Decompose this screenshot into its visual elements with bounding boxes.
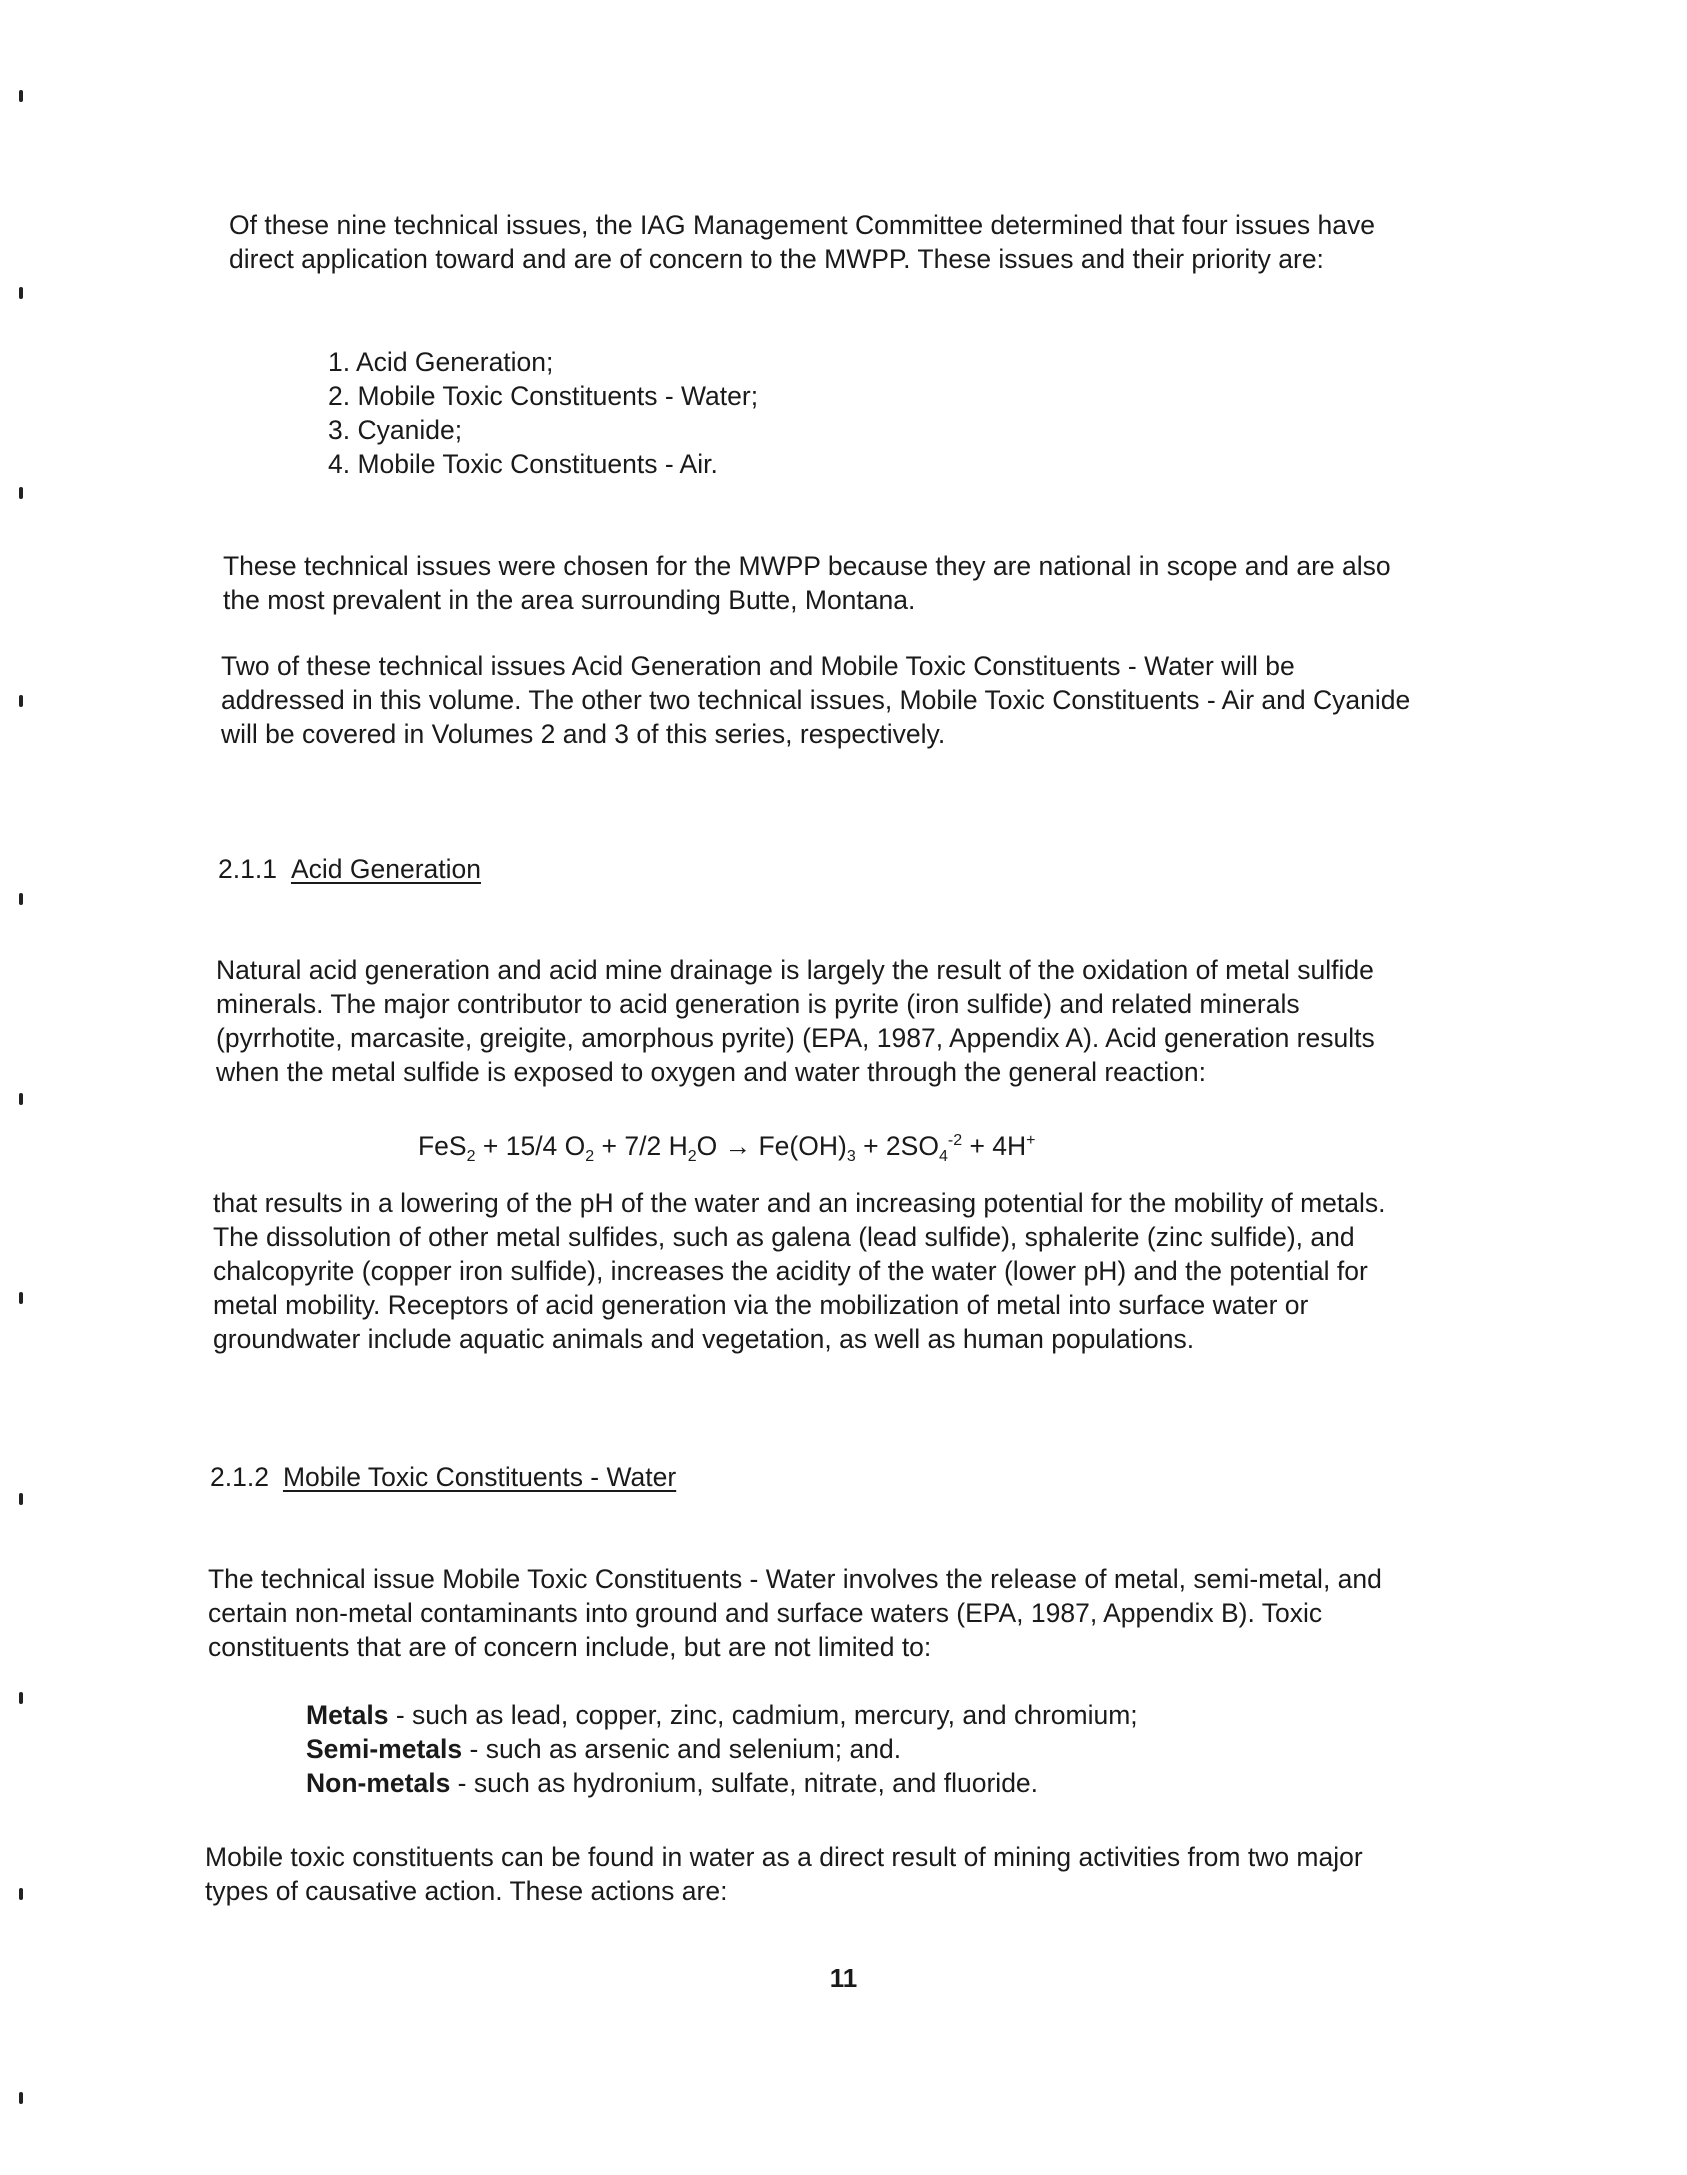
term-description: - such as hydronium, sulfate, nitrate, and fluoride. (450, 1768, 1039, 1798)
term-description: - such as lead, copper, zinc, cadmium, mercury, and chromium; (388, 1700, 1138, 1730)
text-line: These technical issues were chosen for the MWPP because they are national in scope and are also (223, 551, 1391, 581)
binder-mark (19, 1093, 23, 1105)
binder-mark (19, 1493, 23, 1505)
priority-list (328, 345, 758, 481)
text-line: groundwater include aquatic animals and vegetation, as well as human populations. (213, 1324, 1195, 1354)
section-title: Mobile Toxic Constituents - Water (282, 1462, 677, 1492)
eq-sub: 3 (846, 1148, 856, 1165)
binder-mark (19, 695, 23, 707)
eq-sub: 2 (687, 1148, 697, 1165)
term-label: Metals (306, 1700, 389, 1730)
water-paragraph-1 (208, 1562, 1382, 1664)
text-line: Natural acid generation and acid mine drainage is largely the result of the oxidation of metal sulfide (216, 955, 1374, 985)
section-heading-mobile-toxic-water (210, 1460, 676, 1494)
list-item (306, 1766, 1138, 1800)
term-label: Non-metals (306, 1768, 451, 1798)
list-item (306, 1698, 1138, 1732)
section-heading-acid-generation (218, 852, 481, 886)
page-number: 11 (829, 1963, 858, 1993)
binder-mark (19, 1292, 23, 1304)
water-paragraph-2 (205, 1840, 1363, 1908)
eq-sub: 2 (466, 1148, 476, 1165)
text-line: Two of these technical issues Acid Generation and Mobile Toxic Constituents - Water will be (221, 651, 1295, 681)
term-description: - such as arsenic and selenium; and. (462, 1734, 902, 1764)
binder-mark (19, 893, 23, 905)
section-number: 2.1.2 (210, 1462, 269, 1492)
text-line: Mobile toxic constituents can be found in water as a direct result of mining activities from two major (205, 1842, 1363, 1872)
section-number: 2.1.1 (218, 854, 277, 884)
eq-sup: -2 (947, 1132, 963, 1149)
text-line: The dissolution of other metal sulfides, such as galena (lead sulfide), sphalerite (zinc sulfide), and (213, 1222, 1355, 1252)
constituent-list (306, 1698, 1138, 1800)
list-item: 2. Mobile Toxic Constituents - Water; (328, 381, 759, 411)
text-line: chalcopyrite (copper iron sulfide), increases the acidity of the water (lower pH) and the potential for (213, 1256, 1368, 1286)
binder-mark (19, 1888, 23, 1900)
text-line: addressed in this volume. The other two technical issues, Mobile Toxic Constituents - Air and Cyanide (221, 685, 1411, 715)
list-item: 1. Acid Generation; (328, 347, 554, 377)
eq-sub: 4 (938, 1148, 948, 1165)
eq-part: + 2SO (855, 1131, 939, 1161)
reaction-equation (418, 1124, 1036, 1174)
text-line: the most prevalent in the area surrounding Butte, Montana. (223, 585, 916, 615)
binder-mark (19, 287, 23, 299)
volumes-paragraph (221, 649, 1410, 751)
eq-sup: + (1026, 1132, 1036, 1149)
binder-mark (19, 1692, 23, 1704)
list-item (306, 1732, 1138, 1766)
eq-part: + 4H (962, 1131, 1027, 1161)
eq-part: + 15/4 O (475, 1131, 586, 1161)
binder-mark (19, 487, 23, 499)
eq-part: + 7/2 H (594, 1131, 688, 1161)
text-line: metal mobility. Receptors of acid generation via the mobilization of metal into surface water or (213, 1290, 1309, 1320)
text-line: that results in a lowering of the pH of the water and an increasing potential for the mobility of metals. (213, 1188, 1386, 1218)
text-line: direct application toward and are of concern to the MWPP. These issues and their priority are: (229, 244, 1324, 274)
section-title: Acid Generation (290, 854, 481, 884)
acid-paragraph-1 (216, 953, 1375, 1089)
binder-mark (19, 90, 23, 102)
list-item: 4. Mobile Toxic Constituents - Air. (328, 449, 718, 479)
text-line: Of these nine technical issues, the IAG Management Committee determined that four issues have (229, 210, 1375, 240)
text-line: The technical issue Mobile Toxic Constituents - Water involves the release of metal, semi-metal, and (208, 1564, 1382, 1594)
text-line: (pyrrhotite, marcasite, greigite, amorphous pyrite) (EPA, 1987, Appendix A). Acid generation results (216, 1023, 1375, 1053)
acid-paragraph-2 (213, 1186, 1386, 1356)
text-line: when the metal sulfide is exposed to oxygen and water through the general reaction: (216, 1057, 1206, 1087)
eq-part: O → Fe(OH) (696, 1131, 847, 1161)
text-line: will be covered in Volumes 2 and 3 of this series, respectively. (221, 719, 946, 749)
text-line: constituents that are of concern include, but are not limited to: (208, 1632, 932, 1662)
list-item: 3. Cyanide; (328, 415, 463, 445)
text-line: minerals. The major contributor to acid generation is pyrite (iron sulfide) and related minerals (216, 989, 1300, 1019)
intro-paragraph (229, 208, 1375, 276)
binder-mark (19, 2092, 23, 2104)
eq-sub: 2 (585, 1148, 595, 1165)
chosen-paragraph (223, 549, 1391, 617)
text-line: types of causative action. These actions are: (205, 1876, 728, 1906)
text-line: certain non-metal contaminants into ground and surface waters (EPA, 1987, Appendix B). Toxic (208, 1598, 1323, 1628)
term-label: Semi-metals (306, 1734, 463, 1764)
eq-part: FeS (418, 1131, 467, 1161)
